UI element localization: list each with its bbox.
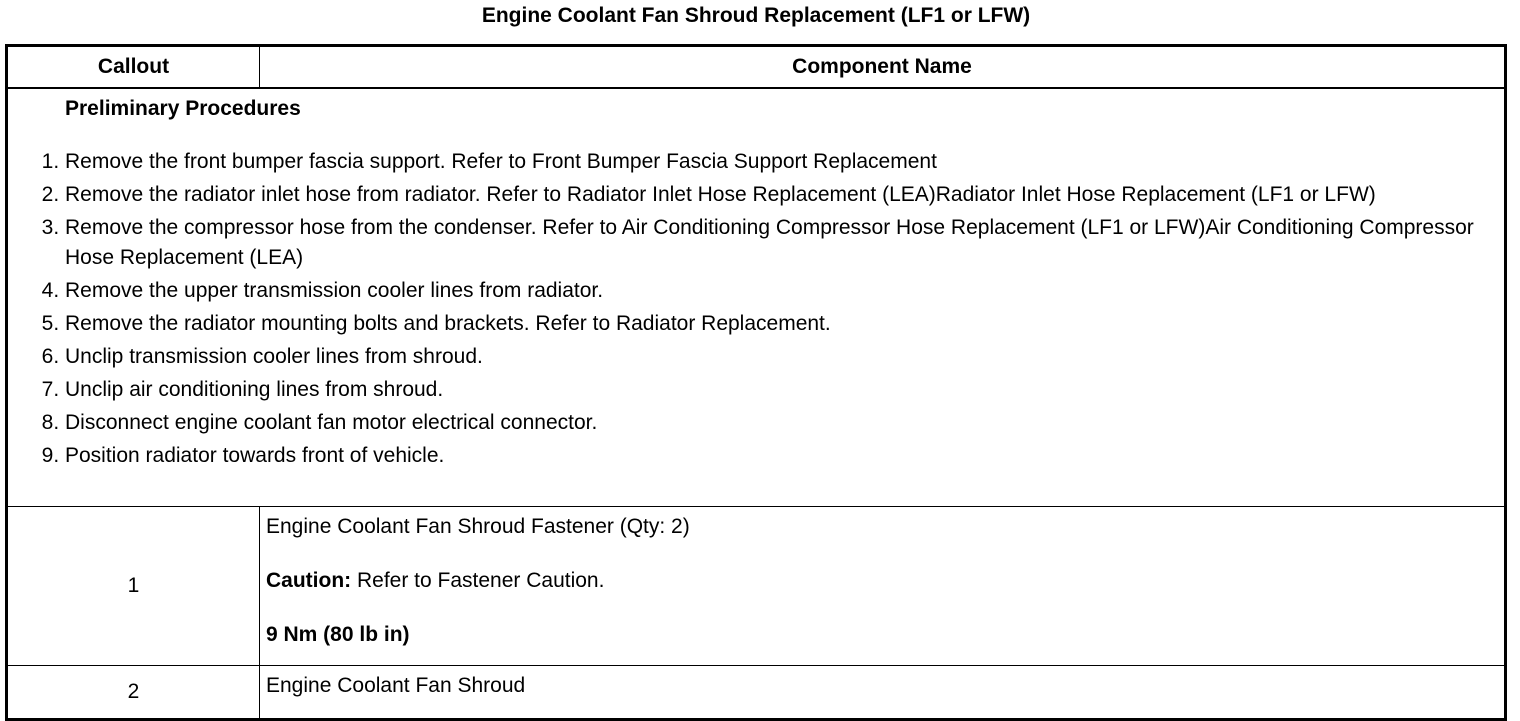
component-cell bbox=[260, 507, 1506, 666]
preliminary-row bbox=[7, 88, 1506, 507]
component-name: Engine Coolant Fan Shroud Fastener (Qty: 2) bbox=[266, 515, 690, 538]
step-8: 8. Disconnect engine coolant fan motor electrical connector. bbox=[65, 408, 1504, 438]
step-6: 6. Unclip transmission cooler lines from shroud. bbox=[65, 342, 1504, 372]
caution-label: Caution: bbox=[266, 569, 352, 592]
step-1: 1. Remove the front bumper fascia support. Refer to Front Bumper Fascia Support Replacement bbox=[65, 147, 1504, 177]
table-header-row bbox=[7, 46, 1506, 89]
preliminary-cell bbox=[7, 88, 1506, 507]
component-name-header: Component Name bbox=[260, 46, 1506, 89]
caution-note bbox=[266, 567, 1498, 595]
page-title: Engine Coolant Fan Shroud Replacement (LF1 or LFW) bbox=[481, 4, 1031, 27]
component-cell: Engine Coolant Fan Shroud bbox=[260, 666, 1506, 720]
callout-header: Callout bbox=[7, 46, 260, 89]
step-5: 5. Remove the radiator mounting bolts and brackets. Refer to Radiator Replacement. bbox=[65, 309, 1504, 339]
callout-cell: 1 bbox=[7, 507, 260, 666]
table-row bbox=[7, 666, 1506, 720]
callout-cell: 2 bbox=[7, 666, 260, 720]
step-3: 3. Remove the compressor hose from the condenser. Refer to Air Conditioning Compressor Hose Replacement (LF1 or LFW)Air Conditioning Compressor Hose Replacement (LEA) bbox=[65, 213, 1504, 273]
caution-text: Refer to Fastener Caution. bbox=[351, 569, 605, 592]
step-2: 2. Remove the radiator inlet hose from radiator. Refer to Radiator Inlet Hose Replacement (LEA)Radiator Inlet Hose Replacement (LF1 or LFW) bbox=[65, 180, 1504, 210]
step-9: 9. Position radiator towards front of vehicle. bbox=[65, 441, 1504, 471]
step-7: 7. Unclip air conditioning lines from shroud. bbox=[65, 375, 1504, 405]
preliminary-title: Preliminary Procedures bbox=[65, 97, 301, 120]
procedure-table bbox=[5, 44, 1507, 721]
preliminary-steps-list bbox=[8, 147, 1504, 471]
torque-spec: 9 Nm (80 lb in) bbox=[266, 623, 410, 646]
step-4: 4. Remove the upper transmission cooler lines from radiator. bbox=[65, 276, 1504, 306]
table-row bbox=[7, 507, 1506, 666]
